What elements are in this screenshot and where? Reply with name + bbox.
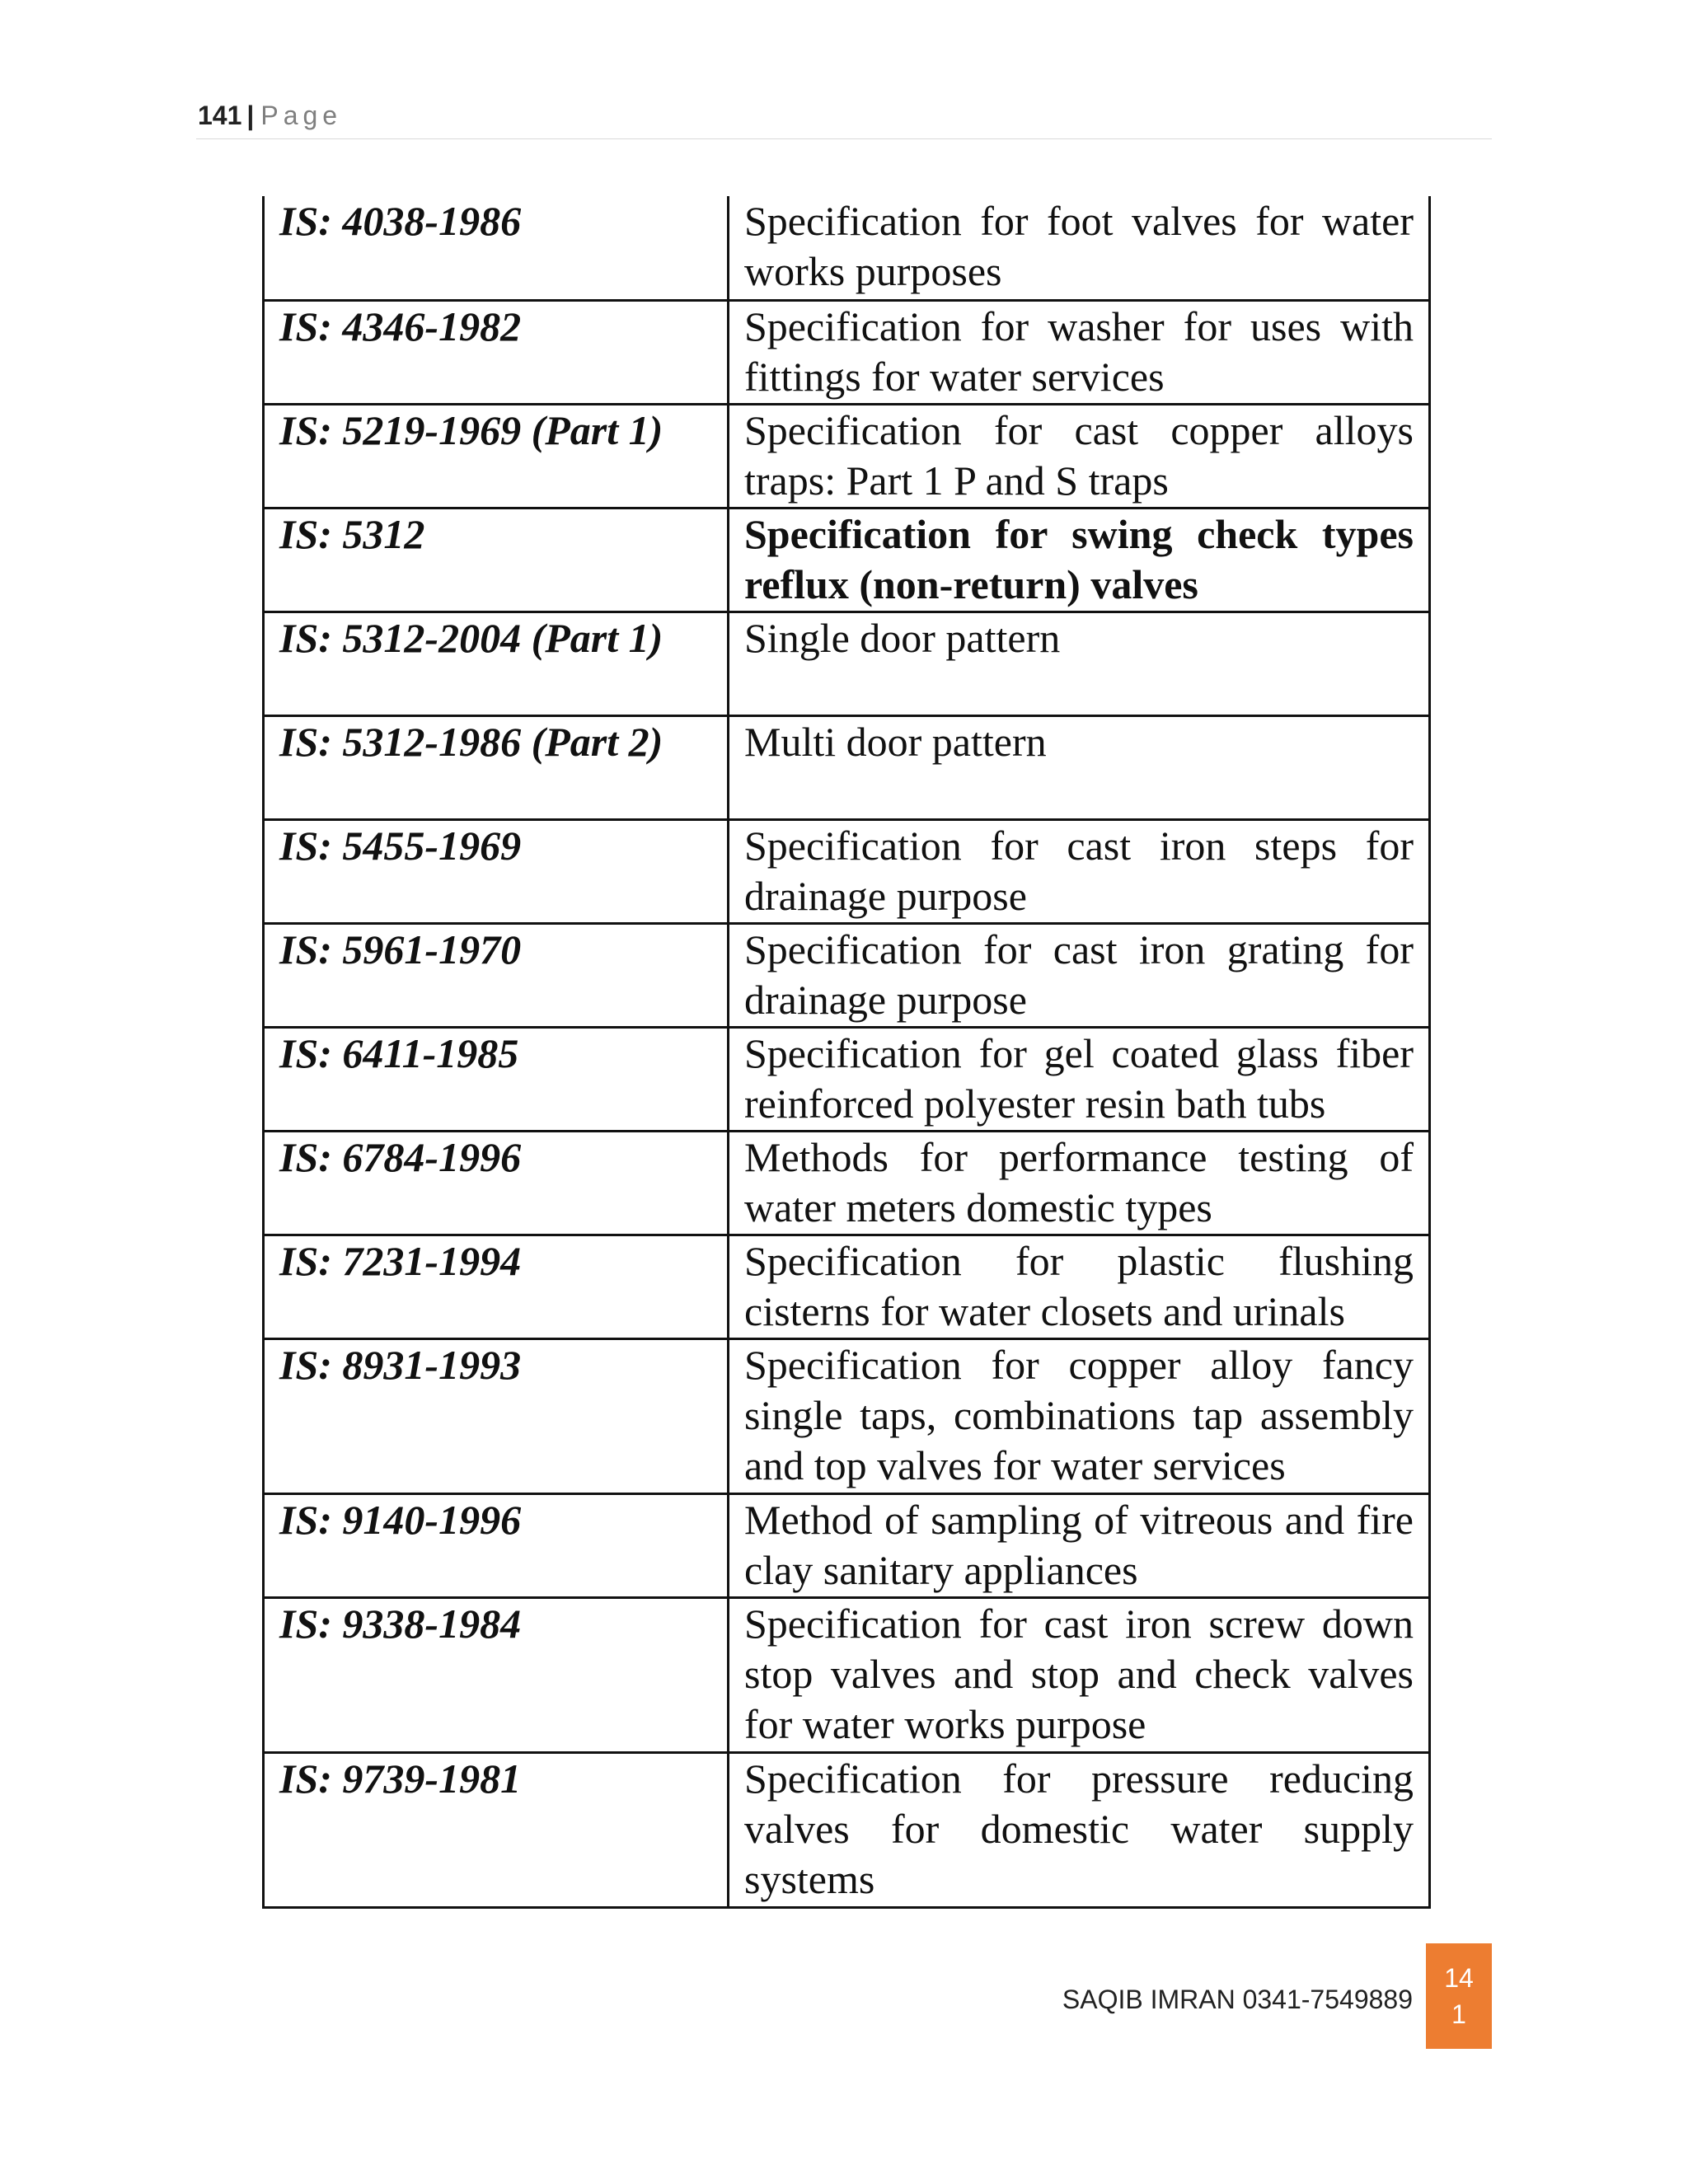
standard-description: Specification for plastic flushing cisterns for water closets and urinals <box>729 1235 1430 1338</box>
table-row <box>264 508 1430 612</box>
standard-description: Specification for swing check types reflux (non-return) valves <box>729 508 1430 612</box>
standard-description: Specification for cast iron screw down stop valves and stop and check valves for water works purpose <box>729 1597 1430 1752</box>
table-row <box>264 1131 1430 1235</box>
table-row <box>264 715 1430 819</box>
header-page-label: Page <box>260 101 343 130</box>
standard-description: Specification for foot valves for water works purposes <box>729 196 1430 300</box>
standard-code: IS: 9338-1984 <box>264 1597 729 1752</box>
standard-code: IS: 9739-1981 <box>264 1752 729 1907</box>
standard-code: IS: 4346-1982 <box>264 300 729 404</box>
standard-description: Methods for performance testing of water meters domestic types <box>729 1131 1430 1235</box>
standard-code: IS: 6411-1985 <box>264 1027 729 1131</box>
badge-line-1: 14 <box>1444 1963 1474 1993</box>
standard-description: Specification for washer for uses with fittings for water services <box>729 300 1430 404</box>
table-row <box>264 923 1430 1027</box>
table-row <box>264 612 1430 715</box>
table-row <box>264 1027 1430 1131</box>
badge-line-2: 1 <box>1451 1999 1466 2029</box>
standard-description: Specification for copper alloy fancy single taps, combinations tap assembly and top valves for water services <box>729 1338 1430 1493</box>
standard-description: Specification for cast iron grating for drainage purpose <box>729 923 1430 1027</box>
header-separator: | <box>246 101 255 130</box>
page-header <box>198 101 342 131</box>
table-row <box>264 1493 1430 1597</box>
table-row <box>264 1752 1430 1907</box>
standard-code: IS: 4038-1986 <box>264 196 729 300</box>
standard-description: Specification for cast iron steps for drainage purpose <box>729 819 1430 923</box>
footer-author: SAQIB IMRAN 0341-7549889 <box>1062 1985 1413 2014</box>
standard-description: Single door pattern <box>729 612 1430 715</box>
table-row <box>264 1338 1430 1493</box>
table-row <box>264 1597 1430 1752</box>
standard-code: IS: 8931-1993 <box>264 1338 729 1493</box>
table-row <box>264 404 1430 508</box>
page-number-badge <box>1426 1943 1492 2049</box>
table-row <box>264 1235 1430 1338</box>
standard-code: IS: 5312-2004 (Part 1) <box>264 612 729 715</box>
standard-code: IS: 5219-1969 (Part 1) <box>264 404 729 508</box>
standard-code: IS: 7231-1994 <box>264 1235 729 1338</box>
header-page-number: 141 <box>198 101 242 130</box>
standard-code: IS: 5312-1986 (Part 2) <box>264 715 729 819</box>
standard-code: IS: 5455-1969 <box>264 819 729 923</box>
standard-description: Specification for gel coated glass fiber reinforced polyester resin bath tubs <box>729 1027 1430 1131</box>
standard-description: Method of sampling of vitreous and fire clay sanitary appliances <box>729 1493 1430 1597</box>
standard-code: IS: 6784-1996 <box>264 1131 729 1235</box>
standards-table <box>262 196 1431 1909</box>
table-row <box>264 196 1430 300</box>
standard-description: Specification for pressure reducing valves for domestic water supply systems <box>729 1752 1430 1907</box>
header-divider <box>196 138 1492 139</box>
table-row <box>264 819 1430 923</box>
standard-description: Multi door pattern <box>729 715 1430 819</box>
standard-code: IS: 5961-1970 <box>264 923 729 1027</box>
standard-description: Specification for cast copper alloys traps: Part 1 P and S traps <box>729 404 1430 508</box>
table-row <box>264 300 1430 404</box>
standard-code: IS: 5312 <box>264 508 729 612</box>
standard-code: IS: 9140-1996 <box>264 1493 729 1597</box>
